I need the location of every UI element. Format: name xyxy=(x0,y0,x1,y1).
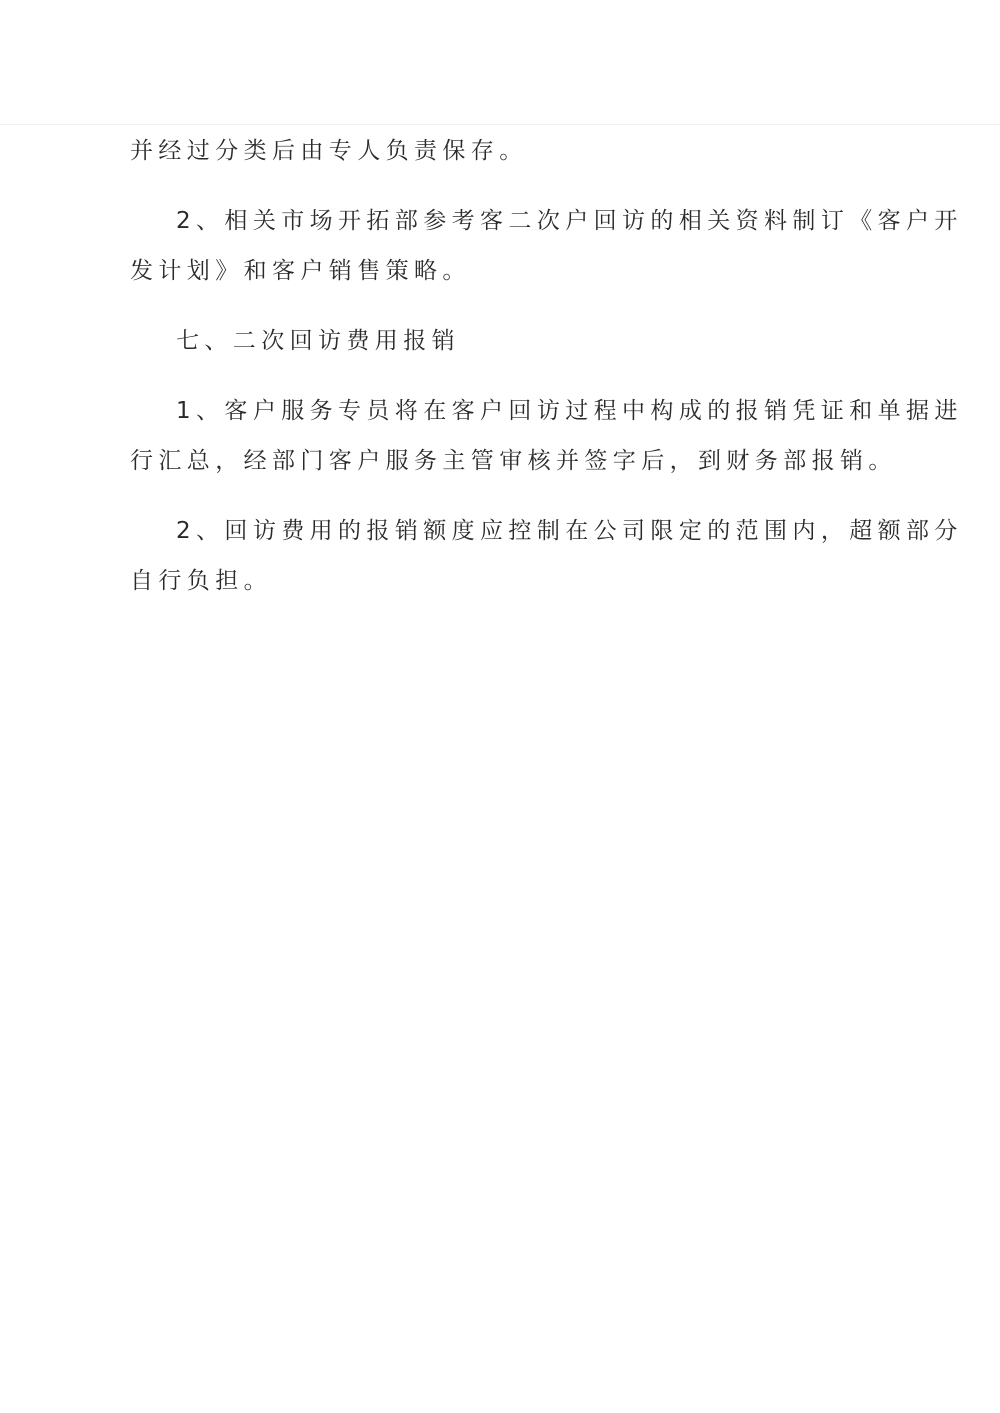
paragraph-line: 2、回访费用的报销额度应控制在公司限定的范围内，超额部分 xyxy=(176,518,963,544)
paragraph-line: 发计划》和客户销售策略。 xyxy=(130,258,471,284)
paragraph-line: 自行负担。 xyxy=(130,568,272,594)
section-heading: 七、二次回访费用报销 xyxy=(176,328,460,354)
paragraph-continuation-line-1: 并经过分类后由专人负责保存。 xyxy=(130,138,528,164)
paragraph-line: 1、客户服务专员将在客户回访过程中构成的报销凭证和单据进 xyxy=(176,398,963,424)
paragraph-line: 2、相关市场开拓部参考客二次户回访的相关资料制订《客户开 xyxy=(176,208,963,234)
paragraph-market-development xyxy=(130,196,963,296)
paragraph-line: 行汇总，经部门客户服务主管审核并签字后，到财务部报销。 xyxy=(130,448,897,474)
paragraph-reimbursement-summary xyxy=(130,386,963,486)
paragraph-reimbursement-limit xyxy=(130,506,963,606)
document-body xyxy=(130,126,963,606)
page-divider xyxy=(0,124,1000,125)
